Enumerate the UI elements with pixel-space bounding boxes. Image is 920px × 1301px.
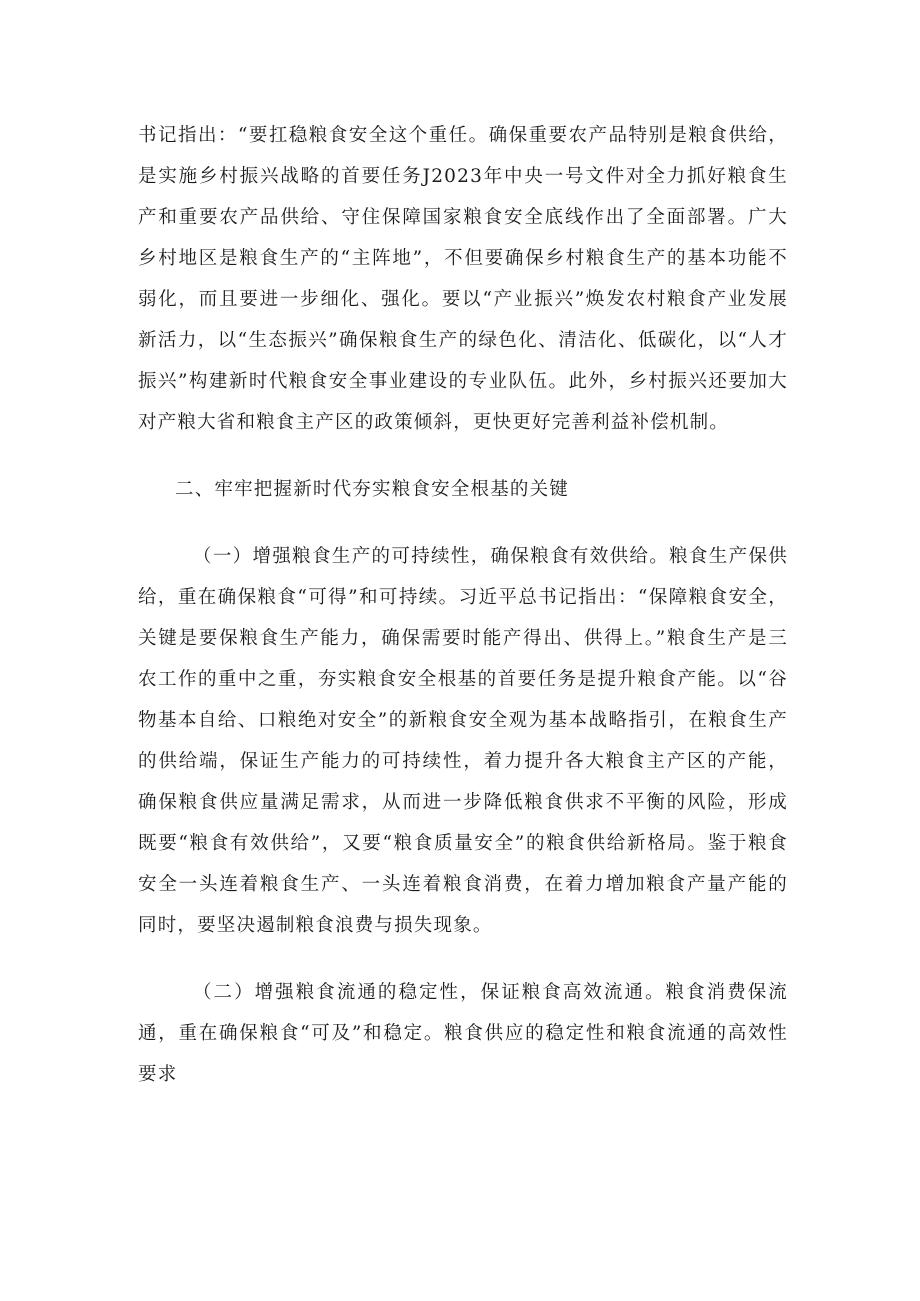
paragraph-circulation-stability: （二）增强粮食流通的稳定性，保证粮食高效流通。粮食消费保流通，重在确保粮食“可及”和稳定。粮食供应的稳定性和粮食流通的高效性要求 xyxy=(138,982,788,1085)
document-body xyxy=(138,115,788,1095)
paragraph-production-sustainability: （一）增强粮食生产的可持续性，确保粮食有效供给。粮食生产保供给，重在确保粮食“可得”和可持续。习近平总书记指出：“保障粮食安全，关键是要保粮食生产能力，确保需要时能产得出、供得上。”粮食生产是三农工作的重中之重，夯实粮食安全根基的首要任务是提升粮食产能。以“谷物基本自给、口粮绝对安全”的新粮食安全观为基本战略指引，在粮食生产的供给端，保证生产能力的可持续性，着力提升各大粮食主产区的产能，确保粮食供应量满足需求，从而进一步降低粮食供求不平衡的风险，形成既要“粮食有效供给”，又要“粮食质量安全”的粮食供给新格局。鉴于粮食安全一头连着粮食生产、一头连着粮食消费，在着力增加粮食产量产能的同时，要坚决遏制粮食浪费与损失现象。 xyxy=(138,546,788,936)
paragraph-food-security-intro: 书记指出：“要扛稳粮食安全这个重任。确保重要农产品特别是粮食供给，是实施乡村振兴战略的首要任务J2023年中央一号文件对全力抓好粮食生产和重要农产品供给、守住保障国家粮食安全底线作出了全面部署。广大乡村地区是粮食生产的“主阵地”，不但要确保乡村粮食生产的基本功能不弱化，而且要进一步细化、强化。要以“产业振兴”焕发农村粮食产业发展新活力，以“生态振兴”确保粮食生产的绿色化、清洁化、低碳化，以“人才振兴”构建新时代粮食安全事业建设的专业队伍。此外，乡村振兴还要加大对产粮大省和粮食主产区的政策倾斜，更快更好完善利益补偿机制。 xyxy=(138,125,788,433)
section-heading-2: 二、牢牢把握新时代夯实粮食安全根基的关键 xyxy=(175,479,570,500)
